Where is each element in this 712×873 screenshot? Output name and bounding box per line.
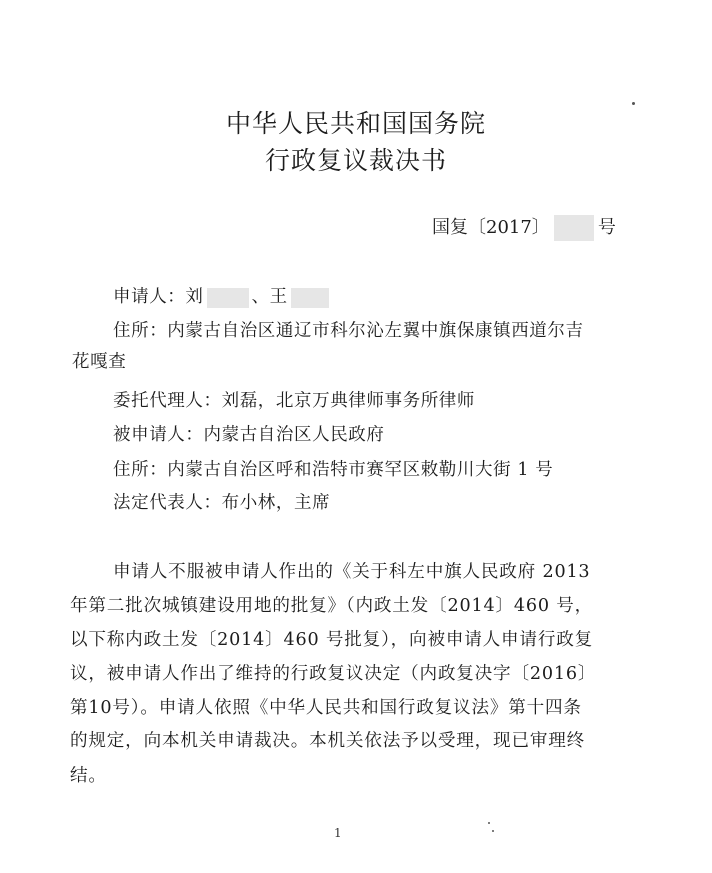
document-number-prefix: 国复〔2017〕 — [432, 217, 550, 238]
redacted-name-1 — [207, 288, 249, 308]
redacted-number — [554, 215, 594, 241]
document-number — [432, 213, 616, 241]
applicant-name-1: 刘 — [185, 287, 204, 307]
document-number-suffix: 号 — [597, 217, 616, 238]
scan-speck — [488, 822, 490, 824]
document-title-issuer: 中华人民共和国国务院 — [225, 109, 486, 138]
legal-representative: 法定代表人：布小林，主席 — [113, 493, 331, 513]
applicant-name-2: 王 — [269, 287, 288, 307]
page-number: 1 — [334, 826, 342, 840]
body-line-4: 议，被申请人作出了维持的行政复议决定（内政复决字〔2016〕 — [70, 664, 597, 684]
body-line-5: 第10号）。申请人依照《中华人民共和国行政复议法》第十四条 — [70, 698, 582, 718]
body-line-3: 以下称内政土发〔2014〕460 号批复），向被申请人申请行政复 — [70, 630, 594, 650]
applicant-address-continued: 花嘎查 — [72, 352, 127, 372]
redacted-name-2 — [291, 288, 329, 308]
body-line-2: 年第二批次城镇建设用地的批复》（内政土发〔2014〕460 号， — [70, 596, 594, 616]
applicant-line — [113, 283, 329, 308]
respondent-address: 住所：内蒙古自治区呼和浩特市赛罕区敕勒川大街 1 号 — [113, 460, 554, 480]
body-line-6: 的规定，向本机关申请裁决。本机关依法予以受理，现已审理终 — [70, 731, 586, 751]
body-line-7: 结。 — [70, 766, 107, 786]
applicant-label: 申请人： — [113, 287, 186, 307]
body-line-1: 申请人不服被申请人作出的《关于科左中旗人民政府 2013 — [113, 562, 591, 582]
document-title-type: 行政复议裁决书 — [264, 146, 447, 175]
respondent-line: 被申请人：内蒙古自治区人民政府 — [113, 425, 385, 445]
agent-line: 委托代理人：刘磊，北京万典律师事务所律师 — [113, 391, 475, 411]
scan-speck — [492, 830, 494, 832]
applicant-separator: 、 — [251, 287, 270, 307]
applicant-address: 住所：内蒙古自治区通辽市科尔沁左翼中旗保康镇西道尔吉 — [113, 321, 584, 341]
scan-speck — [632, 102, 635, 105]
